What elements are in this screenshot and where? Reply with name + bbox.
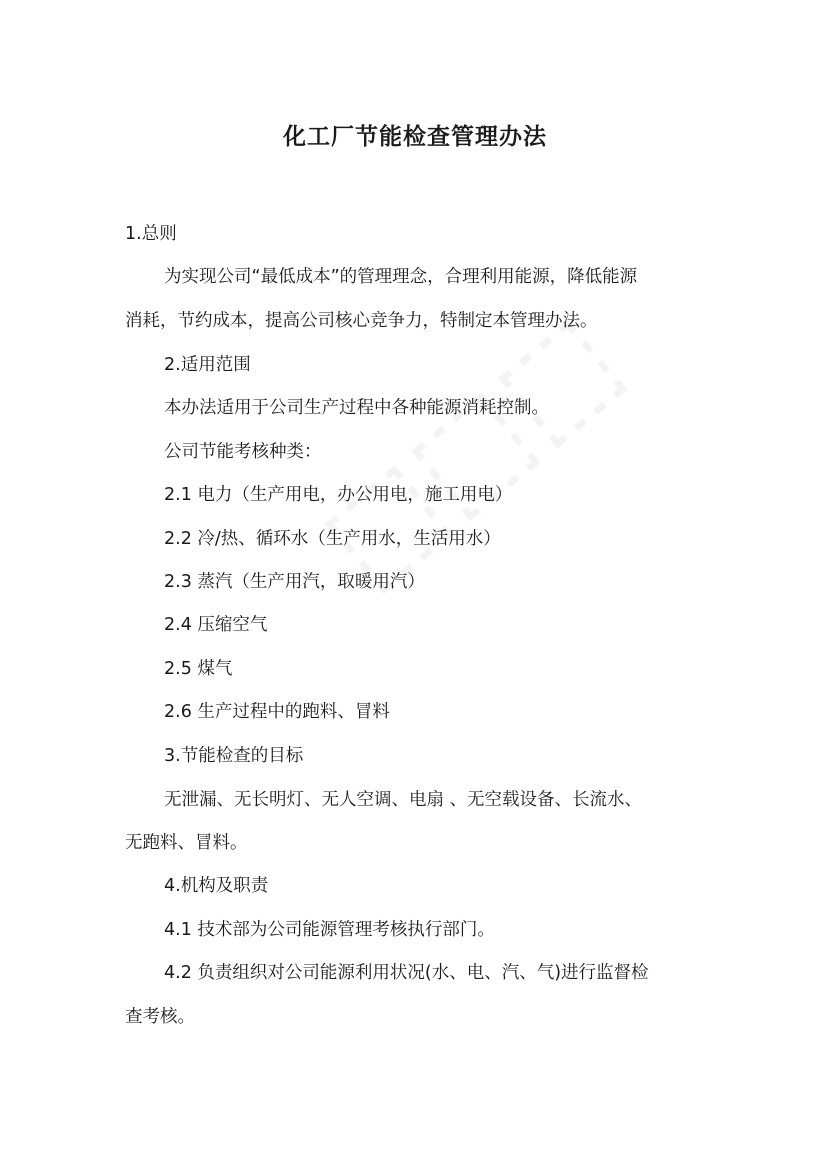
section-heading-general: 1.总则 xyxy=(125,224,177,244)
paragraph-line: 查考核。 xyxy=(125,1007,195,1027)
document-title: 化工厂节能检查管理办法 xyxy=(283,124,547,150)
paragraph-line: 无泄漏、无长明灯、无人空调、电扇 、无空载设备、长流水、 xyxy=(164,790,643,810)
paragraph-line: 无跑料、冒料。 xyxy=(125,833,248,853)
watermark xyxy=(295,287,645,612)
paragraph-line: 4.1 技术部为公司能源管理考核执行部门。 xyxy=(164,920,495,940)
list-item: 2.5 煤气 xyxy=(164,659,233,679)
paragraph-line: 本办法适用于公司生产过程中各种能源消耗控制。 xyxy=(164,398,549,418)
list-item: 2.2 冷/热、循环水（生产用水，生活用水） xyxy=(164,529,501,549)
list-item: 2.6 生产过程中的跑料、冒料 xyxy=(164,702,390,722)
section-heading-scope: 2.适用范围 xyxy=(164,355,251,375)
list-item: 2.4 压缩空气 xyxy=(164,615,268,635)
paragraph-line: 公司节能考核种类： xyxy=(164,442,322,462)
list-item: 2.3 蒸汽（生产用汽，取暖用汽） xyxy=(164,572,425,592)
paragraph-line: 4.2 负责组织对公司能源利用状况(水、电、汽、气)进行监督检 xyxy=(164,963,649,983)
paragraph-line: 消耗，节约成本，提高公司核心竞争力，特制定本管理办法。 xyxy=(125,311,598,331)
paragraph-line: 为实现公司“最低成本”的管理理念，合理利用能源，降低能源 xyxy=(164,267,638,287)
list-item: 2.1 电力（生产用电，办公用电，施工用电） xyxy=(164,485,513,505)
section-heading-organization: 4.机构及职责 xyxy=(164,876,269,896)
section-heading-goals: 3.节能检查的目标 xyxy=(164,746,304,766)
